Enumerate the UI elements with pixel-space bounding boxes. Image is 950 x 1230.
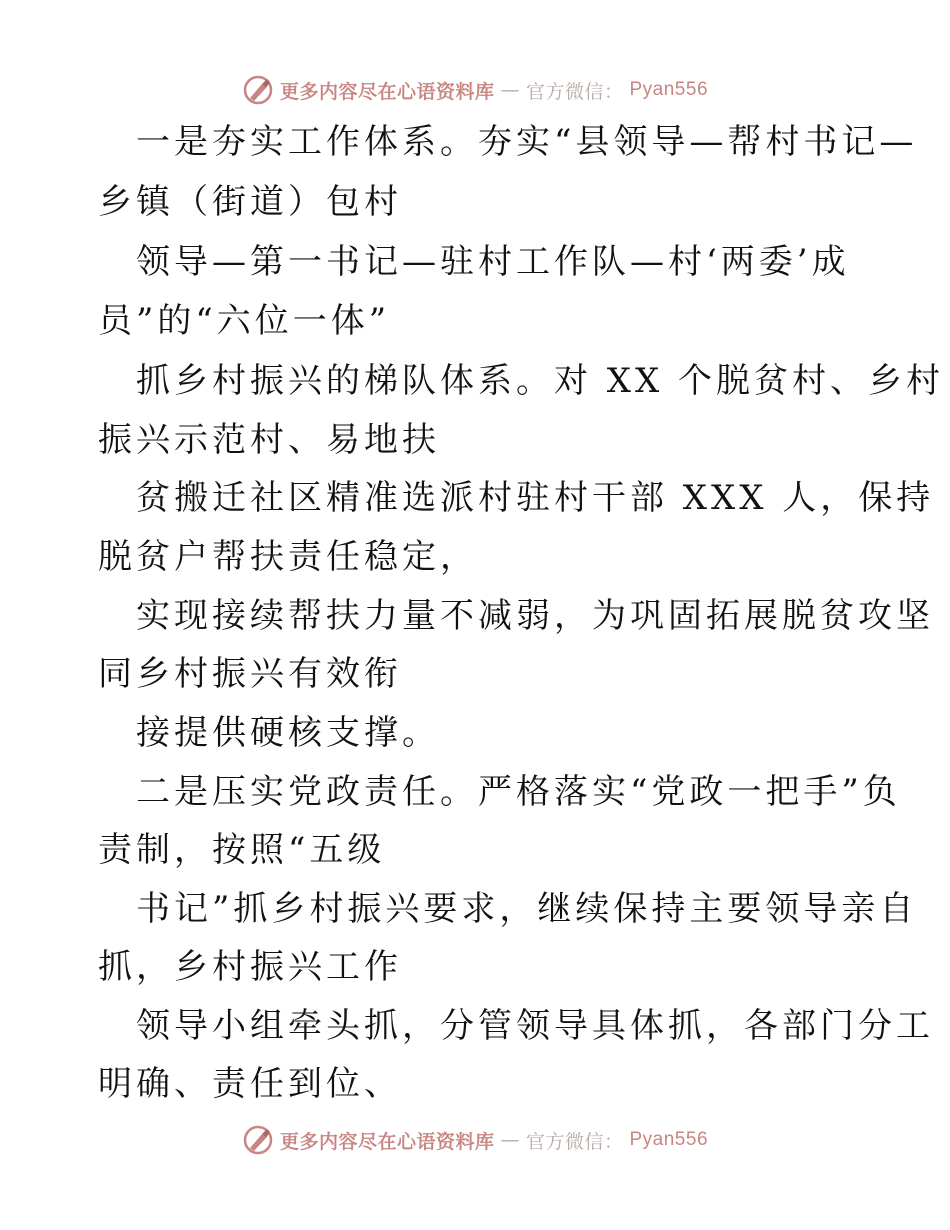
watermark-separator: — <box>500 1129 520 1151</box>
text-line: 乡镇（街道）包村 <box>98 182 402 222</box>
pen-logo-icon <box>242 1124 274 1156</box>
text-line: 贫搬迁社区精准选派村驻村干部 XXX 人，保持 <box>136 478 935 518</box>
text-line: 抓乡村振兴的梯队体系。对 XX 个脱贫村、乡村 <box>136 361 945 401</box>
text-line: 接提供硬核支撑。 <box>136 713 440 753</box>
text-line: 一是夯实工作体系。夯实“县领导—帮村书记— <box>136 122 918 162</box>
text-line: 实现接续帮扶力量不减弱，为巩固拓展脱贫攻坚 <box>136 596 934 636</box>
text-line: 同乡村振兴有效衔 <box>98 654 402 694</box>
watermark-brand: 更多内容尽在心语资料库 <box>279 1130 495 1153</box>
text-line: 员”的“六位一体” <box>98 301 391 341</box>
text-line: 领导—第一书记—驻村工作队—村‘两委’成 <box>136 242 850 282</box>
footer-watermark <box>0 1120 950 1160</box>
watermark-channel: 官方微信： <box>525 1130 624 1153</box>
text-line: 振兴示范村、易地扶 <box>98 420 440 460</box>
watermark-separator: — <box>500 79 520 101</box>
watermark-channel: 官方微信： <box>525 80 624 103</box>
text-line: 书记”抓乡村振兴要求，继续保持主要领导亲自 <box>136 889 918 929</box>
watermark-wechat-id: Pyan556 <box>629 1129 709 1150</box>
text-line: 二是压实党政责任。严格落实“党政一把手”负 <box>136 772 901 812</box>
watermark-brand: 更多内容尽在心语资料库 <box>279 80 495 103</box>
text-line: 责制，按照“五级 <box>98 830 386 870</box>
watermark-wechat-id: Pyan556 <box>629 79 709 100</box>
text-line: 脱贫户帮扶责任稳定， <box>98 537 478 577</box>
text-line: 领导小组牵头抓，分管领导具体抓，各部门分工 <box>136 1006 934 1046</box>
header-watermark <box>0 70 950 110</box>
text-line: 明确、责任到位、 <box>98 1064 402 1104</box>
pen-logo-icon <box>242 74 274 106</box>
text-line: 抓，乡村振兴工作 <box>98 947 402 987</box>
